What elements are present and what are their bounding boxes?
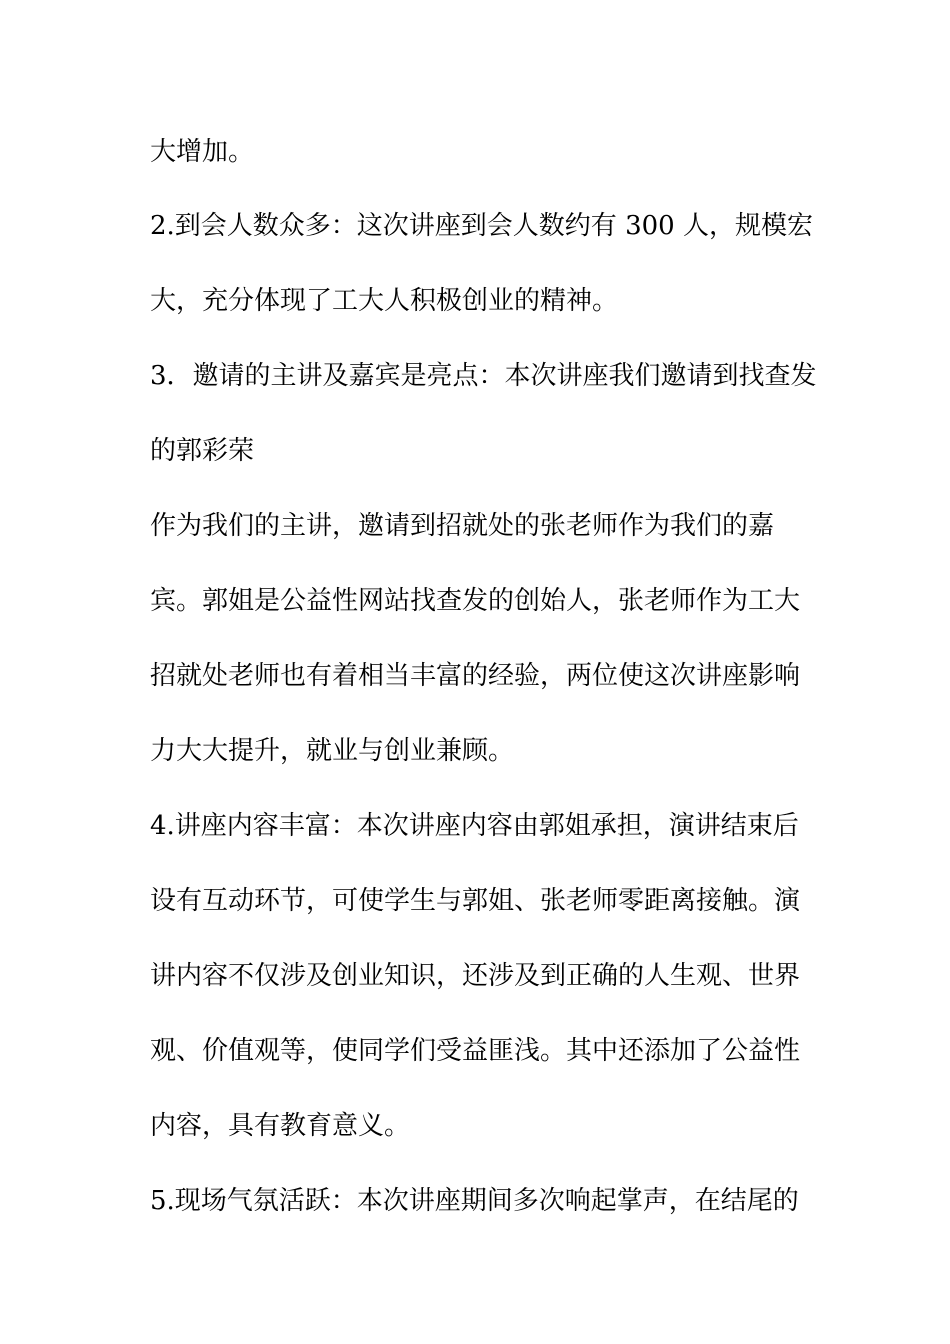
- paragraph-line: 招就处老师也有着相当丰富的经验，两位使这次讲座影响: [150, 661, 801, 691]
- paragraph-line: 大，充分体现了工大人积极创业的精神。: [150, 286, 619, 316]
- paragraph-line: 作为我们的主讲，邀请到招就处的张老师作为我们的嘉: [150, 511, 775, 541]
- paragraph-line: 内容，具有教育意义。: [150, 1111, 411, 1141]
- paragraph-line: 力大大提升，就业与创业兼顾。: [150, 736, 515, 766]
- paragraph-line: 2.到会人数众多：这次讲座到会人数约有 300 人，规模宏: [150, 211, 813, 241]
- paragraph-line: 的郭彩荣: [150, 436, 255, 466]
- paragraph-line: 观、价值观等，使同学们受益匪浅。其中还添加了公益性: [150, 1036, 801, 1066]
- paragraph-line: 设有互动环节，可使学生与郭姐、张老师零距离接触。演: [150, 886, 801, 916]
- paragraph-line: 4.讲座内容丰富：本次讲座内容由郭姐承担，演讲结束后: [150, 811, 799, 841]
- paragraph-line: 大增加。: [150, 137, 255, 167]
- paragraph-line: 3．邀请的主讲及嘉宾是亮点：本次讲座我们邀请到找查发: [150, 361, 817, 391]
- paragraph-line: 讲内容不仅涉及创业知识，还涉及到正确的人生观、世界: [150, 961, 801, 991]
- paragraph-line: 5.现场气氛活跃：本次讲座期间多次响起掌声，在结尾的: [150, 1186, 799, 1216]
- paragraph-line: 宾。郭姐是公益性网站找查发的创始人，张老师作为工大: [150, 586, 801, 616]
